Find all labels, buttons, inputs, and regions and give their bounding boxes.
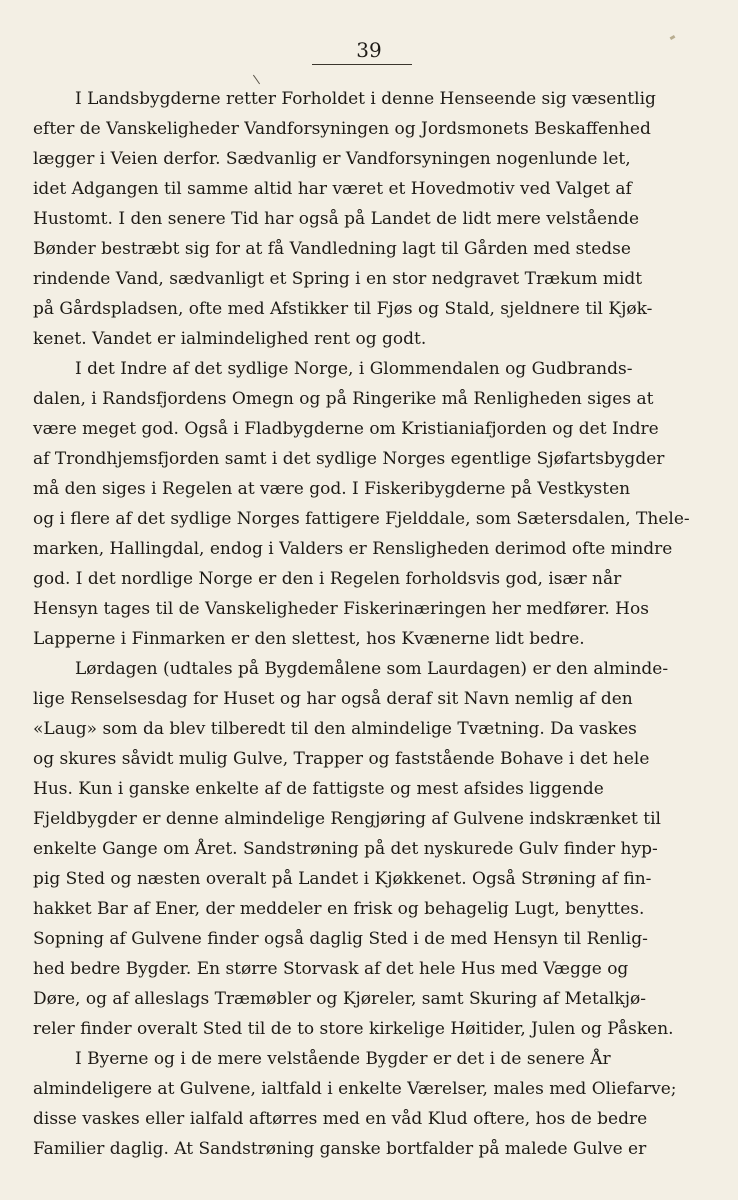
- text-line: I Landsbygderne retter Forholdet i denne Henseende sig væsentlig: [75, 89, 656, 109]
- text-line: efter de Vanskeligheder Vandforsyningen og Jordsmonets Beskaffenhed: [33, 119, 651, 139]
- body-text: [33, 84, 688, 1164]
- text-line: hed bedre Bygder. En større Storvask af det hele Hus med Vægge og: [33, 959, 629, 979]
- text-line: marken, Hallingdal, endog i Valders er Rensligheden derimod ofte mindre: [33, 539, 673, 559]
- ink-mark: [253, 75, 260, 85]
- text-line: almindeligere at Gulvene, ialtfald i enkelte Værelser, males med Oliefarve;: [33, 1079, 677, 1099]
- text-line: og skures såvidt mulig Gulve, Trapper og faststående Bohave i det hele: [33, 749, 650, 769]
- text-line: Hensyn tages til de Vanskeligheder Fiskerinæringen her medfører. Hos: [33, 599, 649, 619]
- text-line: Lørdagen (udtales på Bygdemålene som Laurdagen) er den alminde-: [75, 659, 669, 679]
- text-line: enkelte Gange om Året. Sandstrøning på det nyskurede Gulv finder hyp-: [33, 839, 658, 859]
- text-line: dalen, i Randsfjordens Omegn og på Ringerike må Renligheden siges at: [33, 389, 654, 409]
- text-line: disse vaskes eller ialfald aftørres med en våd Klud oftere, hos de bedre: [33, 1109, 648, 1129]
- text-line: lægger i Veien derfor. Sædvanlig er Vandforsyningen nogenlunde let,: [33, 149, 631, 169]
- page-number-rule: [312, 64, 412, 65]
- text-line: Fjeldbygder er denne almindelige Rengjøring af Gulvene indskrænket til: [33, 809, 661, 829]
- text-line: reler finder overalt Sted til de to store kirkelige Høitider, Julen og Påsken.: [33, 1019, 674, 1039]
- text-line: Bønder bestræbt sig for at få Vandledning lagt til Gården med stedse: [33, 239, 631, 259]
- text-line: af Trondhjemsfjorden samt i det sydlige Norges egentlige Sjøfartsbygder: [33, 449, 665, 469]
- text-line: pig Sted og næsten overalt på Landet i Kjøkkenet. Også Strøning af fin-: [33, 869, 652, 889]
- text-line: god. I det nordlige Norge er den i Regelen forholdsvis god, især når: [33, 569, 622, 589]
- text-line: Hus. Kun i ganske enkelte af de fattigste og mest afsides liggende: [33, 779, 604, 799]
- text-line: idet Adgangen til samme altid har været et Hovedmotiv ved Valget af: [33, 179, 632, 199]
- text-line: hakket Bar af Ener, der meddeler en frisk og behagelig Lugt, benyttes.: [33, 899, 645, 919]
- page-number: 39: [356, 38, 382, 62]
- text-line: Lapperne i Finmarken er den slettest, hos Kvænerne lidt bedre.: [33, 629, 585, 649]
- text-line: Familier daglig. At Sandstrøning ganske bortfalder på malede Gulve er: [33, 1139, 647, 1159]
- text-line: og i flere af det sydlige Norges fattigere Fjelddale, som Sætersdalen, Thele-: [33, 509, 690, 529]
- text-line: lige Renselsesdag for Huset og har også deraf sit Navn nemlig af den: [33, 689, 633, 709]
- text-line: på Gårdspladsen, ofte med Afstikker til Fjøs og Stald, sjeldnere til Kjøk-: [33, 299, 653, 319]
- text-line: I Byerne og i de mere velstående Bygder er det i de senere År: [75, 1049, 611, 1069]
- text-line: I det Indre af det sydlige Norge, i Glommendalen og Gudbrands-: [75, 359, 633, 379]
- text-line: Hustomt. I den senere Tid har også på Landet de lidt mere velstående: [33, 209, 640, 229]
- text-line: Sopning af Gulvene finder også daglig Sted i de med Hensyn til Renlig-: [33, 929, 648, 949]
- text-line: Døre, og af alleslags Træmøbler og Kjøreler, samt Skuring af Metalkjø-: [33, 989, 646, 1009]
- text-line: rindende Vand, sædvanligt et Spring i en stor nedgravet Trækum midt: [33, 269, 643, 289]
- text-line: må den siges i Regelen at være god. I Fiskeribygderne på Vestkysten: [33, 479, 631, 499]
- text-line: «Laug» som da blev tilberedt til den almindelige Tvætning. Da vaskes: [33, 719, 637, 739]
- text-line: kenet. Vandet er ialmindelighed rent og godt.: [33, 329, 427, 349]
- text-line: være meget god. Også i Fladbygderne om Kristianiafjorden og det Indre: [33, 419, 659, 439]
